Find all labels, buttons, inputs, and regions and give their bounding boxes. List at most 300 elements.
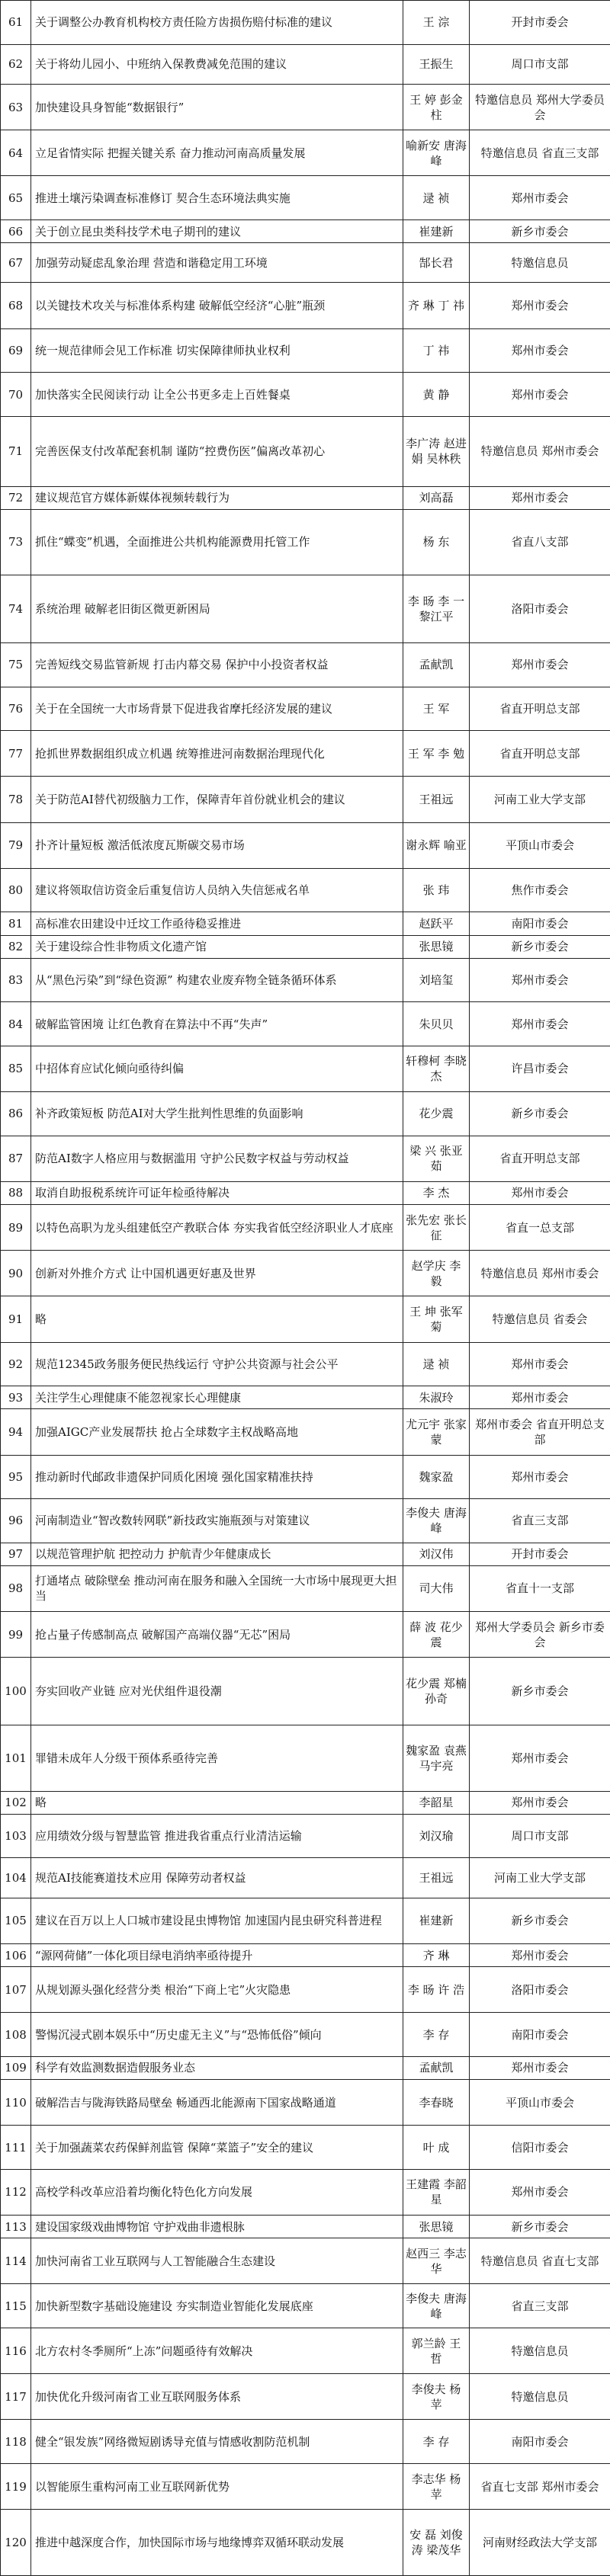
cell-organization: 郑州市委会 [470, 1181, 610, 1204]
table-row [1, 1967, 610, 2013]
cell-title: 推进土壤污染调查标准修订 契合生态环境法典实施 [31, 176, 403, 220]
cell-author: 朱淑玲 [403, 1386, 470, 1409]
cell-number: 72 [1, 486, 31, 509]
cell-organization: 周口市支部 [470, 1814, 610, 1858]
table-row [1, 176, 610, 220]
cell-title: 以关键技术攻关与标准体系构建 破解低空经济“心脏”瓶颈 [31, 283, 403, 328]
cell-organization: 郑州市委会 [470, 373, 610, 417]
cell-title: 加快优化升级河南省工业互联网服务体系 [31, 2374, 403, 2420]
cell-author: 王 军 [403, 687, 470, 731]
cell-organization: 郑州市委会 [470, 1791, 610, 1814]
table-row [1, 1898, 610, 1943]
cell-title: 略 [31, 1296, 403, 1342]
cell-number: 104 [1, 1858, 31, 1898]
cell-number: 115 [1, 2284, 31, 2328]
cell-number: 80 [1, 868, 31, 912]
table-row [1, 1658, 610, 1725]
cell-number: 88 [1, 1181, 31, 1204]
cell-title: 高标准农田建设中迁坟工作亟待稳妥推进 [31, 912, 403, 935]
cell-title: 关于防范AI替代初级脑力工作，保障青年首份就业机会的建议 [31, 777, 403, 822]
cell-organization: 省直开明总支部 [470, 731, 610, 777]
cell-title: 警惕沉浸式剧本娱乐中“历史虚无主义”与“恐怖低俗”倾向 [31, 2013, 403, 2057]
cell-title: 抢占量子传感制高点 破解国产高端仪器“无芯”困局 [31, 1612, 403, 1658]
cell-title: 中招体育应试化倾向亟待纠偏 [31, 1046, 403, 1091]
cell-title: 加强AIGC产业发展帮扶 抢占全球数字主权战略高地 [31, 1409, 403, 1455]
cell-organization: 河南工业大学支部 [470, 1858, 610, 1898]
cell-title: 补齐政策短板 防范AI对大学生批判性思维的负面影响 [31, 1092, 403, 1136]
cell-number: 101 [1, 1725, 31, 1791]
cell-organization: 许昌市委会 [470, 1046, 610, 1091]
cell-number: 65 [1, 176, 31, 220]
cell-author: 齐 琳 [403, 1944, 470, 1967]
cell-organization: 郑州市委会 [470, 328, 610, 373]
table-row [1, 2169, 610, 2215]
cell-number: 113 [1, 2216, 31, 2238]
table-row [1, 373, 610, 417]
cell-organization: 省直一总支部 [470, 1205, 610, 1251]
cell-title: 以特色高职为龙头组建低空产教联合体 夯实我省低空经济职业人才底座 [31, 1205, 403, 1251]
table-row [1, 1002, 610, 1046]
table-row [1, 328, 610, 373]
cell-author: 崔建新 [403, 219, 470, 242]
cell-number: 112 [1, 2169, 31, 2215]
table-row [1, 2216, 610, 2238]
cell-title: 从“黑色污染”到“绿色资源” 构建农业废弃物全链条循环体系 [31, 958, 403, 1002]
cell-title: 推动新时代邮政非遗保护同质化困境 强化国家精准扶持 [31, 1455, 403, 1499]
table-row [1, 822, 610, 868]
cell-organization: 新乡市委会 [470, 1092, 610, 1136]
cell-number: 93 [1, 1386, 31, 1409]
table-row [1, 44, 610, 84]
table-row [1, 283, 610, 328]
cell-organization: 南阳市委会 [470, 2013, 610, 2057]
cell-author: 崔建新 [403, 1898, 470, 1943]
cell-author: 赵学庆 李 毅 [403, 1251, 470, 1296]
cell-number: 96 [1, 1499, 31, 1543]
table-row [1, 2013, 610, 2057]
cell-organization: 省直八支部 [470, 509, 610, 575]
table-row [1, 1612, 610, 1658]
cell-author: 孟献凯 [403, 643, 470, 687]
cell-organization: 特邀信息员 省委会 [470, 1296, 610, 1342]
cell-number: 86 [1, 1092, 31, 1136]
cell-number: 63 [1, 84, 31, 130]
cell-author: 叶 成 [403, 2126, 470, 2170]
cell-title: 抓住“蝶变”机遇，全面推进公共机构能源费用托管工作 [31, 509, 403, 575]
cell-number: 109 [1, 2056, 31, 2079]
cell-organization: 特邀信息员 [470, 2328, 610, 2373]
cell-number: 95 [1, 1455, 31, 1499]
cell-number: 117 [1, 2374, 31, 2420]
cell-number: 102 [1, 1791, 31, 1814]
cell-title: 以智能原生重构河南工业互联网新优势 [31, 2464, 403, 2510]
cell-number: 78 [1, 777, 31, 822]
table-row [1, 1543, 610, 1565]
table-row [1, 1251, 610, 1296]
cell-title: 规范12345政务服务便民热线运行 守护公共资源与社会公平 [31, 1342, 403, 1386]
cell-author: 王振生 [403, 44, 470, 84]
cell-number: 73 [1, 509, 31, 575]
cell-title: 从规划源头强化经营分类 根治“下商上宅”火灾隐患 [31, 1967, 403, 2013]
table-row [1, 687, 610, 731]
cell-title: 完善短线交易监管新规 打击内幕交易 保护中小投资者权益 [31, 643, 403, 687]
cell-author: 安 磊 刘俊涛 梁茂华 [403, 2510, 470, 2576]
cell-organization: 郑州市委会 [470, 958, 610, 1002]
cell-organization: 郑州市委会 [470, 1342, 610, 1386]
cell-number: 118 [1, 2420, 31, 2464]
cell-organization: 新乡市委会 [470, 219, 610, 242]
table-row [1, 2056, 610, 2079]
cell-title: 取消自助报税系统许可证年检亟待解决 [31, 1181, 403, 1204]
cell-author: 王建霞 李韶星 [403, 2169, 470, 2215]
cell-author: 李广涛 赵进娟 吴林秩 [403, 416, 470, 486]
table-row [1, 130, 610, 176]
cell-organization: 郑州市委会 [470, 1455, 610, 1499]
cell-organization: 特邀信息员 郑州市委会 [470, 416, 610, 486]
cell-number: 107 [1, 1967, 31, 2013]
table-row [1, 219, 610, 242]
cell-organization: 郑州市委会 [470, 1725, 610, 1791]
cell-author: 李俊夫 唐海峰 [403, 1499, 470, 1543]
cell-author: 黄 静 [403, 373, 470, 417]
cell-author: 谢永辉 喻亚 [403, 822, 470, 868]
cell-title: 科学有效监测数据造假服务业态 [31, 2056, 403, 2079]
cell-author: 杨 东 [403, 509, 470, 575]
cell-author: 张思镜 [403, 2216, 470, 2238]
cell-title: 关于创立昆虫类科技学术电子期刊的建议 [31, 219, 403, 242]
cell-title: 统一规范律师会见工作标准 切实保障律师执业权利 [31, 328, 403, 373]
cell-title: 抢抓世界数据组织成立机遇 统筹推进河南数据治理现代化 [31, 731, 403, 777]
table-row [1, 1499, 610, 1543]
cell-title: 夯实回收产业链 应对光伏组件退役潮 [31, 1658, 403, 1725]
cell-author: 李俊夫 杨 苹 [403, 2374, 470, 2420]
table-row [1, 575, 610, 643]
cell-organization: 郑州市委会 [470, 283, 610, 328]
cell-author: 张先宏 张长征 [403, 1205, 470, 1251]
cell-title: 建议将领取信访资金后重复信访人员纳入失信惩戒名单 [31, 868, 403, 912]
cell-title: 关于加强蔬菜农药保鲜剂监管 保障“菜篮子”安全的建议 [31, 2126, 403, 2170]
cell-number: 69 [1, 328, 31, 373]
cell-author: 逯 祯 [403, 1342, 470, 1386]
cell-author: 李韶星 [403, 1791, 470, 1814]
table-row [1, 1296, 610, 1342]
cell-number: 82 [1, 935, 31, 958]
cell-title: 应用绩效分级与智慧监管 推进我省重点行业清洁运输 [31, 1814, 403, 1858]
cell-organization: 省直开明总支部 [470, 1136, 610, 1181]
cell-author: 刘培玺 [403, 958, 470, 1002]
table-row [1, 1092, 610, 1136]
table-row [1, 1791, 610, 1814]
cell-author: 张 玮 [403, 868, 470, 912]
table-row [1, 2080, 610, 2126]
cell-number: 99 [1, 1612, 31, 1658]
cell-organization: 郑州市委会 [470, 1386, 610, 1409]
cell-author: 轩穆柯 李晓杰 [403, 1046, 470, 1091]
cell-organization: 特邀信息员 郑州大学委员会 [470, 84, 610, 130]
cell-author: 魏家盈 袁燕 马宇亮 [403, 1725, 470, 1791]
cell-number: 83 [1, 958, 31, 1002]
table-row [1, 935, 610, 958]
cell-number: 119 [1, 2464, 31, 2510]
cell-title: 高校学科改革应沿着均衡化特色化方向发展 [31, 2169, 403, 2215]
cell-organization: 郑州大学委员会 新乡市委会 [470, 1612, 610, 1658]
cell-number: 67 [1, 243, 31, 283]
cell-number: 89 [1, 1205, 31, 1251]
cell-organization: 郑州市委会 [470, 176, 610, 220]
cell-title: 建议在百万以上人口城市建设昆虫博物馆 加速国内昆虫研究科普进程 [31, 1898, 403, 1943]
cell-organization: 焦作市委会 [470, 868, 610, 912]
table-row [1, 2126, 610, 2170]
cell-number: 91 [1, 1296, 31, 1342]
cell-title: 系统治理 破解老旧街区微更新困局 [31, 575, 403, 643]
table-row [1, 2328, 610, 2373]
cell-title: “源网荷储”一体化项目绿电消纳率亟待提升 [31, 1944, 403, 1967]
cell-author: 齐 琳 丁 祎 [403, 283, 470, 328]
table-row [1, 1814, 610, 1858]
cell-organization: 新乡市委会 [470, 935, 610, 958]
cell-organization: 洛阳市委会 [470, 575, 610, 643]
cell-number: 64 [1, 130, 31, 176]
cell-author: 魏家盈 [403, 1455, 470, 1499]
cell-organization: 新乡市委会 [470, 1658, 610, 1725]
cell-title: 健全“银发族”网络微短剧诱导充值与情感收割防范机制 [31, 2420, 403, 2464]
cell-organization: 特邀信息员 省直三支部 [470, 130, 610, 176]
cell-author: 李志华 杨 苹 [403, 2464, 470, 2510]
table-row [1, 2284, 610, 2328]
cell-author: 王 婷 彭金柱 [403, 84, 470, 130]
cell-organization: 郑州市委会 [470, 643, 610, 687]
table-row [1, 1046, 610, 1091]
cell-organization: 平顶山市委会 [470, 822, 610, 868]
cell-author: 尤元宇 张家蒙 [403, 1409, 470, 1455]
cell-number: 120 [1, 2510, 31, 2576]
cell-author: 王 淙 [403, 1, 470, 45]
cell-organization: 郑州市委会 [470, 2056, 610, 2079]
table-row [1, 1409, 610, 1455]
cell-author: 李俊夫 唐海峰 [403, 2284, 470, 2328]
cell-number: 79 [1, 822, 31, 868]
cell-number: 106 [1, 1944, 31, 1967]
cell-number: 62 [1, 44, 31, 84]
cell-author: 花少震 郑楠 孙奇 [403, 1658, 470, 1725]
table-row [1, 2464, 610, 2510]
cell-organization: 郑州市委会 [470, 1002, 610, 1046]
cell-author: 刘高磊 [403, 486, 470, 509]
cell-number: 61 [1, 1, 31, 45]
table-row [1, 868, 610, 912]
table-row [1, 1455, 610, 1499]
cell-number: 108 [1, 2013, 31, 2057]
cell-organization: 省直十一支部 [470, 1565, 610, 1611]
cell-number: 94 [1, 1409, 31, 1455]
table-row [1, 509, 610, 575]
cell-author: 梁 兴 张亚茹 [403, 1136, 470, 1181]
cell-organization: 开封市委会 [470, 1543, 610, 1565]
cell-number: 100 [1, 1658, 31, 1725]
cell-title: 以规范管理护航 把控动力 护航青少年健康成长 [31, 1543, 403, 1565]
cell-title: 关于调整公办教育机构校方责任险方齿损伤赔付标准的建议 [31, 1, 403, 45]
table-row [1, 2420, 610, 2464]
table-row [1, 416, 610, 486]
cell-organization: 郑州市委会 [470, 486, 610, 509]
table-row [1, 958, 610, 1002]
cell-author: 李春晓 [403, 2080, 470, 2126]
cell-organization: 河南工业大学支部 [470, 777, 610, 822]
cell-author: 薛 波 花少震 [403, 1612, 470, 1658]
cell-number: 66 [1, 219, 31, 242]
cell-author: 逯 祯 [403, 176, 470, 220]
cell-title: 规范AI技能赛道技术应用 保障劳动者权益 [31, 1858, 403, 1898]
cell-author: 张思镜 [403, 935, 470, 958]
cell-author: 王 军 李 勉 [403, 731, 470, 777]
cell-author: 郭兰龄 王 哲 [403, 2328, 470, 2373]
cell-number: 114 [1, 2238, 31, 2284]
cell-author: 司大伟 [403, 1565, 470, 1611]
cell-number: 87 [1, 1136, 31, 1181]
table-row [1, 2510, 610, 2576]
cell-number: 71 [1, 416, 31, 486]
cell-number: 77 [1, 731, 31, 777]
proposal-table-body [1, 1, 610, 2576]
cell-title: 推进中越深度合作，加快国际市场与地缘博弈双循环联动发展 [31, 2510, 403, 2576]
cell-number: 98 [1, 1565, 31, 1611]
cell-title: 完善医保支付改革配套机制 谨防“控费伤医”偏离改革初心 [31, 416, 403, 486]
cell-title: 加快新型数字基础设施建设 夯实制造业智能化发展底座 [31, 2284, 403, 2328]
cell-organization: 新乡市委会 [470, 2216, 610, 2238]
cell-author: 赵跃平 [403, 912, 470, 935]
cell-title: 防范AI数字人格应用与数据滥用 守护公民数字权益与劳动权益 [31, 1136, 403, 1181]
table-row [1, 1725, 610, 1791]
cell-organization: 郑州市委会 [470, 1944, 610, 1967]
cell-number: 85 [1, 1046, 31, 1091]
cell-number: 76 [1, 687, 31, 731]
cell-organization: 省直三支部 [470, 2284, 610, 2328]
table-row [1, 1205, 610, 1251]
cell-author: 王祖远 [403, 777, 470, 822]
cell-author: 刘汉瑜 [403, 1814, 470, 1858]
cell-author: 李 杰 [403, 1181, 470, 1204]
cell-author: 丁 祎 [403, 328, 470, 373]
cell-author: 喻新安 唐海峰 [403, 130, 470, 176]
cell-organization: 郑州市委会 省直开明总支部 [470, 1409, 610, 1455]
table-row [1, 1565, 610, 1611]
cell-title: 加强劳动疑虑乱象治理 营造和谐稳定用工环境 [31, 243, 403, 283]
cell-title: 北方农村冬季厕所“上冻”问题亟待有效解决 [31, 2328, 403, 2373]
cell-author: 朱贝贝 [403, 1002, 470, 1046]
cell-author: 王 坤 张军菊 [403, 1296, 470, 1342]
table-row [1, 84, 610, 130]
cell-author: 李 旸 李 一 黎江平 [403, 575, 470, 643]
cell-author: 孟献凯 [403, 2056, 470, 2079]
cell-title: 打通堵点 破除壁垒 推动河南在服务和融入全国统一大市场中展现更大担当 [31, 1565, 403, 1611]
cell-author: 花少震 [403, 1092, 470, 1136]
cell-title: 加快河南省工业互联网与人工智能融合生态建设 [31, 2238, 403, 2284]
cell-title: 河南制造业“智改数转网联”新技政实施瓶颈与对策建议 [31, 1499, 403, 1543]
cell-author: 郜长君 [403, 243, 470, 283]
cell-title: 扑齐计量短板 激活低浓度瓦斯碳交易市场 [31, 822, 403, 868]
cell-organization: 信阳市委会 [470, 2126, 610, 2170]
cell-number: 97 [1, 1543, 31, 1565]
cell-organization: 郑州市委会 [470, 2169, 610, 2215]
cell-number: 74 [1, 575, 31, 643]
cell-title: 加快建设具身智能“数据银行” [31, 84, 403, 130]
cell-author: 刘汉伟 [403, 1543, 470, 1565]
table-row [1, 1136, 610, 1181]
cell-organization: 新乡市委会 [470, 1898, 610, 1943]
cell-title: 建设国家级戏曲博物馆 守护戏曲非遗根脉 [31, 2216, 403, 2238]
table-row [1, 2238, 610, 2284]
cell-author: 赵西三 李志华 [403, 2238, 470, 2284]
table-row [1, 1181, 610, 1204]
table-row [1, 1944, 610, 1967]
table-row [1, 1342, 610, 1386]
cell-number: 116 [1, 2328, 31, 2373]
cell-number: 103 [1, 1814, 31, 1858]
cell-title: 立足省情实际 把握关键关系 奋力推动河南高质量发展 [31, 130, 403, 176]
table-row [1, 1386, 610, 1409]
cell-title: 关于在全国统一大市场背景下促进我省摩托经济发展的建议 [31, 687, 403, 731]
cell-title: 关注学生心理健康不能忽视家长心理健康 [31, 1386, 403, 1409]
cell-organization: 洛阳市委会 [470, 1967, 610, 2013]
cell-number: 70 [1, 373, 31, 417]
cell-organization: 省直开明总支部 [470, 687, 610, 731]
cell-title: 加快落实全民阅读行动 让全公书更多走上百姓餐桌 [31, 373, 403, 417]
cell-organization: 河南财经政法大学支部 [470, 2510, 610, 2576]
table-row [1, 912, 610, 935]
cell-title: 罪错未成年人分级干预体系亟待完善 [31, 1725, 403, 1791]
cell-author: 李 旸 许 浩 [403, 1967, 470, 2013]
cell-organization: 南阳市委会 [470, 2420, 610, 2464]
table-row [1, 1, 610, 45]
cell-title: 创新对外推介方式 让中国机遇更好惠及世界 [31, 1251, 403, 1296]
table-row [1, 2374, 610, 2420]
cell-title: 关于将幼儿园小、中班纳入保教费减免范围的建议 [31, 44, 403, 84]
cell-organization: 特邀信息员 [470, 243, 610, 283]
cell-number: 111 [1, 2126, 31, 2170]
cell-organization: 省直七支部 郑州市委会 [470, 2464, 610, 2510]
cell-title: 略 [31, 1791, 403, 1814]
cell-number: 75 [1, 643, 31, 687]
cell-number: 81 [1, 912, 31, 935]
table-row [1, 1858, 610, 1898]
table-row [1, 731, 610, 777]
table-row [1, 243, 610, 283]
cell-title: 建议规范官方媒体新媒体视频转载行为 [31, 486, 403, 509]
cell-title: 关于建设综合性非物质文化遗产馆 [31, 935, 403, 958]
table-row [1, 777, 610, 822]
cell-number: 92 [1, 1342, 31, 1386]
cell-organization: 平顶山市委会 [470, 2080, 610, 2126]
table-row [1, 643, 610, 687]
cell-number: 68 [1, 283, 31, 328]
cell-organization: 特邀信息员 省直七支部 [470, 2238, 610, 2284]
cell-organization: 省直三支部 [470, 1499, 610, 1543]
cell-organization: 南阳市委会 [470, 912, 610, 935]
cell-number: 105 [1, 1898, 31, 1943]
cell-organization: 开封市委会 [470, 1, 610, 45]
cell-title: 破解浩吉与陇海铁路局壁垒 畅通西北能源南下国家战略通道 [31, 2080, 403, 2126]
cell-organization: 特邀信息员 郑州市委会 [470, 1251, 610, 1296]
cell-author: 王祖远 [403, 1858, 470, 1898]
cell-organization: 周口市支部 [470, 44, 610, 84]
cell-number: 110 [1, 2080, 31, 2126]
cell-author: 李 存 [403, 2013, 470, 2057]
cell-number: 84 [1, 1002, 31, 1046]
cell-author: 李 存 [403, 2420, 470, 2464]
cell-organization: 特邀信息员 [470, 2374, 610, 2420]
cell-number: 90 [1, 1251, 31, 1296]
table-row [1, 486, 610, 509]
